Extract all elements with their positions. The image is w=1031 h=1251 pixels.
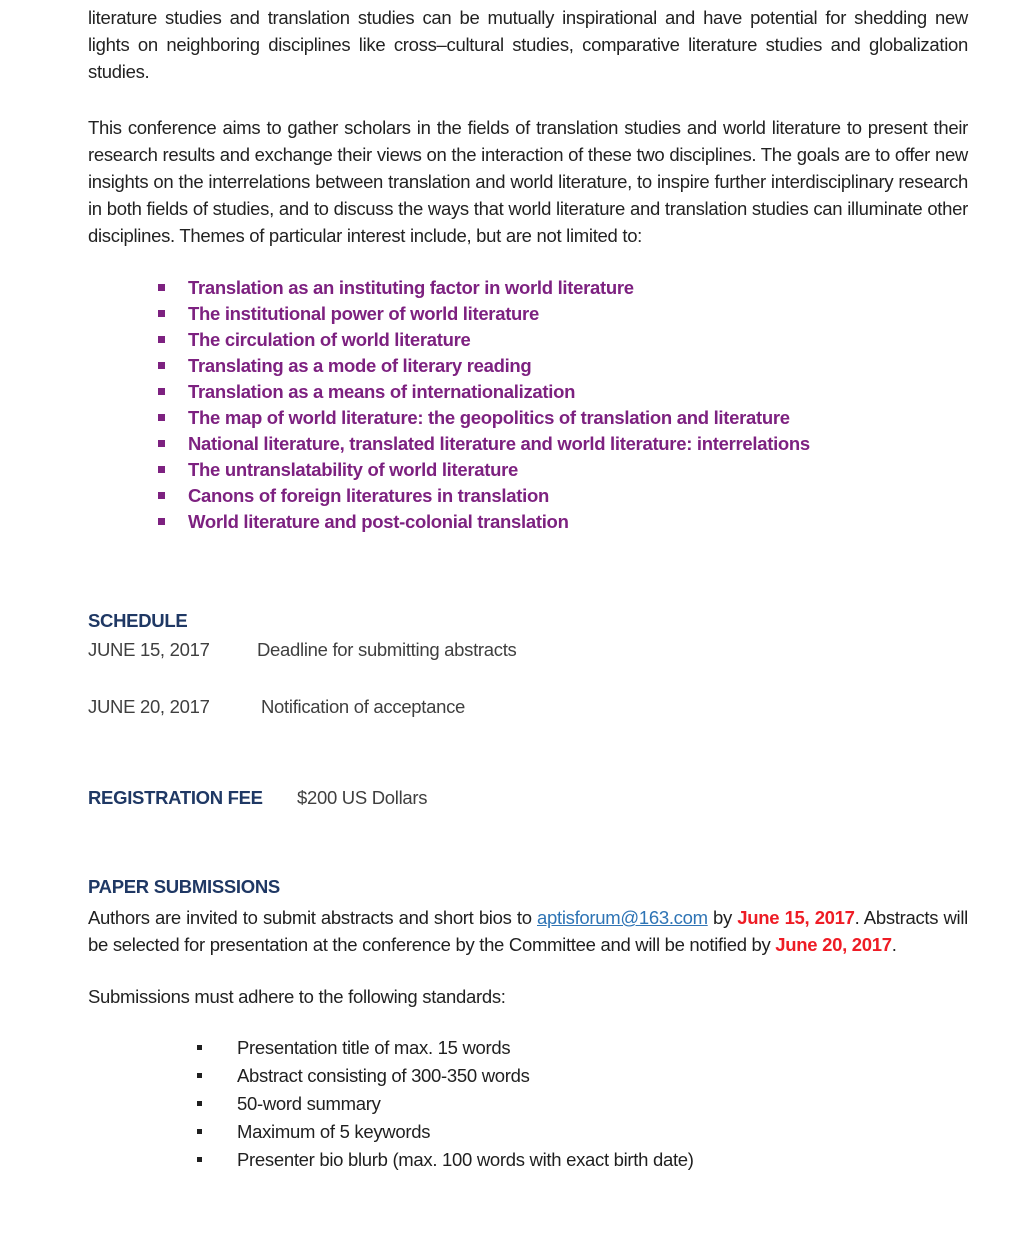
schedule-event: Deadline for submitting abstracts (257, 639, 517, 660)
paragraph-text: . Abstracts will be selected for presentation at the conference by the Committee and will be notified by (88, 907, 968, 955)
intro-paragraph-2: This conference aims to gather scholars in the fields of translation studies and world literature to present their research results and exchange their views on the interaction of these two disciplines. The goals are to offer new insights on the interrelations between translation and world literature, to inspire further interdisciplinary research in both fields of studies, and to discuss the ways that world literature and translation studies can illuminate other disciplines. Themes of particular interest include, but are not limited to: (88, 117, 968, 246)
list-item: National literature, translated literature and world literature: interrelations (158, 431, 968, 457)
schedule-row (88, 693, 968, 720)
list-item: Translation as a means of internationalization (158, 379, 968, 405)
list-item: The institutional power of world literature (158, 301, 968, 327)
list-item: The untranslatability of world literature (158, 457, 968, 483)
list-item: World literature and post-colonial translation (158, 509, 968, 535)
list-item: Presenter bio blurb (max. 100 words with exact birth date) (197, 1146, 968, 1174)
paragraph-text: by (707, 907, 738, 928)
schedule-date: JUNE 15, 2017 (88, 639, 210, 660)
schedule-heading: SCHEDULE (88, 610, 188, 631)
list-item: Presentation title of max. 15 words (197, 1034, 968, 1062)
intro-paragraph-1: literature studies and translation studies can be mutually inspirational and have potential for shedding new lights on neighboring disciplines like cross–cultural studies, comparative literature studies and globalization studies. (88, 7, 968, 82)
deadline-date-text: June 20, 2017 (775, 934, 892, 955)
registration-fee-heading: REGISTRATION FEE (88, 787, 263, 808)
submission-instructions-paragraph (88, 904, 968, 958)
schedule-row (88, 636, 968, 663)
deadline-date-text: June 15, 2017 (737, 907, 855, 928)
list-item: Canons of foreign literatures in translation (158, 483, 968, 509)
schedule-date: JUNE 20, 2017 (88, 696, 210, 717)
registration-fee-value: $200 US Dollars (297, 787, 428, 808)
list-item: Maximum of 5 keywords (197, 1118, 968, 1146)
standards-intro: Submissions must adhere to the following standards: (88, 986, 506, 1007)
paragraph-text: . (891, 934, 897, 955)
list-item: Abstract consisting of 300-350 words (197, 1062, 968, 1090)
standards-list (88, 1034, 968, 1174)
schedule-event: Notification of acceptance (261, 696, 466, 717)
list-item: Translating as a mode of literary reading (158, 353, 968, 379)
paper-submissions-heading: PAPER SUBMISSIONS (88, 876, 280, 897)
list-item: The circulation of world literature (158, 327, 968, 353)
list-item: 50-word summary (197, 1090, 968, 1118)
themes-list (88, 275, 968, 535)
email-link[interactable]: aptisforum@163.com (537, 907, 708, 928)
list-item: The map of world literature: the geopolitics of translation and literature (158, 405, 968, 431)
paragraph-text: Authors are invited to submit abstracts and short bios to (88, 907, 538, 928)
list-item: Translation as an instituting factor in world literature (158, 275, 968, 301)
registration-fee-row (88, 784, 968, 811)
